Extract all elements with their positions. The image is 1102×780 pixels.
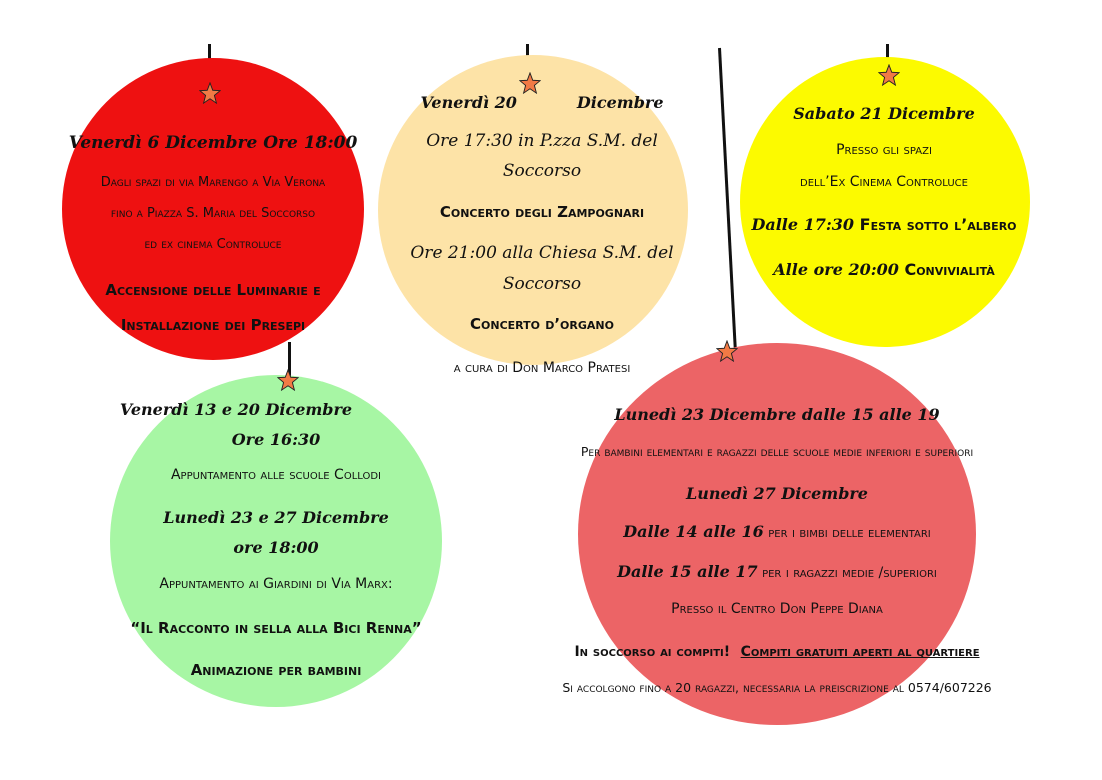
- event-title: Sabato 21 Dicembre: [793, 104, 975, 123]
- event-time: Dalle 15 alle 17: [617, 562, 758, 581]
- event-detail: Appuntamento ai Giardini di Via Marx:: [159, 576, 393, 592]
- homework-title: In soccorso ai compiti!: [574, 644, 731, 660]
- event-month: Dicembre: [576, 93, 664, 112]
- event-time: Ore 16:30: [231, 430, 321, 449]
- event-highlight: Installazione dei Presepi: [120, 316, 306, 334]
- yellow-ornament: [740, 57, 1030, 347]
- event-title: Venerdì 13 e 20 Dicembre: [119, 400, 353, 419]
- event-highlight: Accensione delle Luminarie e: [105, 281, 321, 299]
- event-time: ore 18:00: [233, 538, 319, 557]
- event-title: Lunedì 23 Dicembre dalle 15 alle 19: [614, 405, 940, 424]
- hanging-string: [718, 48, 737, 348]
- event-detail: [504, 522, 1050, 541]
- event-detail: Dagli spazi di via Marengo a Via Verona: [100, 175, 326, 190]
- event-detail: dell’Ex Cinema Controluce: [800, 174, 968, 190]
- event-time: Alle ore 20:00: [773, 260, 899, 279]
- event-activity: Convivialità: [898, 260, 995, 279]
- event-highlight: [726, 260, 1042, 279]
- event-detail: Ore 17:30 in P.zza S.M. del: [426, 131, 658, 151]
- star-icon: [878, 64, 900, 86]
- event-detail: Per bambini elementari e ragazzi delle scuole medie inferiori e superiori: [580, 444, 974, 459]
- event-audience: per i ragazzi medie /superiori: [757, 565, 937, 581]
- event-detail: ed ex cinema Controluce: [144, 237, 282, 252]
- event-detail: Presso gli spazi: [836, 142, 932, 158]
- event-location: Presso il Centro Don Peppe Diana: [671, 601, 883, 617]
- event-time: Dalle 17:30: [751, 215, 855, 234]
- event-highlight: [504, 644, 1050, 660]
- event-detail: a cura di Don Marco Pratesi: [453, 360, 631, 376]
- event-day: Venerdì 20: [420, 93, 517, 112]
- event-activity: Festa sotto l’albero: [854, 215, 1017, 234]
- star-icon: [199, 82, 221, 104]
- event-audience: per i bimbi delle elementari: [763, 525, 931, 541]
- event-title: Lunedì 27 Dicembre: [686, 484, 868, 503]
- event-title: Lunedì 23 e 27 Dicembre: [163, 508, 389, 527]
- star-icon: [277, 369, 299, 391]
- star-icon: [716, 340, 738, 362]
- event-highlight: “Il Racconto in sella alla Bici Renna”: [130, 619, 422, 637]
- star-icon: [519, 72, 541, 94]
- event-highlight: Animazione per bambini: [190, 661, 362, 679]
- event-detail: Soccorso: [502, 161, 582, 181]
- event-detail: Ore 21:00 alla Chiesa S.M. del: [410, 243, 674, 263]
- event-detail: Appuntamento alle scuole Collodi: [170, 467, 382, 483]
- event-detail: [504, 562, 1050, 581]
- event-title: [374, 93, 710, 112]
- event-detail: fino a Piazza S. Maria del Soccorso: [110, 206, 316, 221]
- event-highlight: Concerto d’organo: [470, 315, 614, 333]
- event-title: Venerdì 6 Dicembre Ore 18:00: [68, 133, 358, 153]
- event-time: Dalle 14 alle 16: [623, 522, 764, 541]
- event-highlight: Concerto degli Zampognari: [439, 203, 645, 221]
- event-detail: Soccorso: [502, 274, 582, 294]
- registration-info: Si accolgono fino a 20 ragazzi, necessaria la preiscrizione al 0574/607226: [562, 680, 992, 695]
- event-highlight: [726, 215, 1042, 234]
- homework-subtitle: Compiti gratuiti aperti al quartiere: [740, 644, 980, 660]
